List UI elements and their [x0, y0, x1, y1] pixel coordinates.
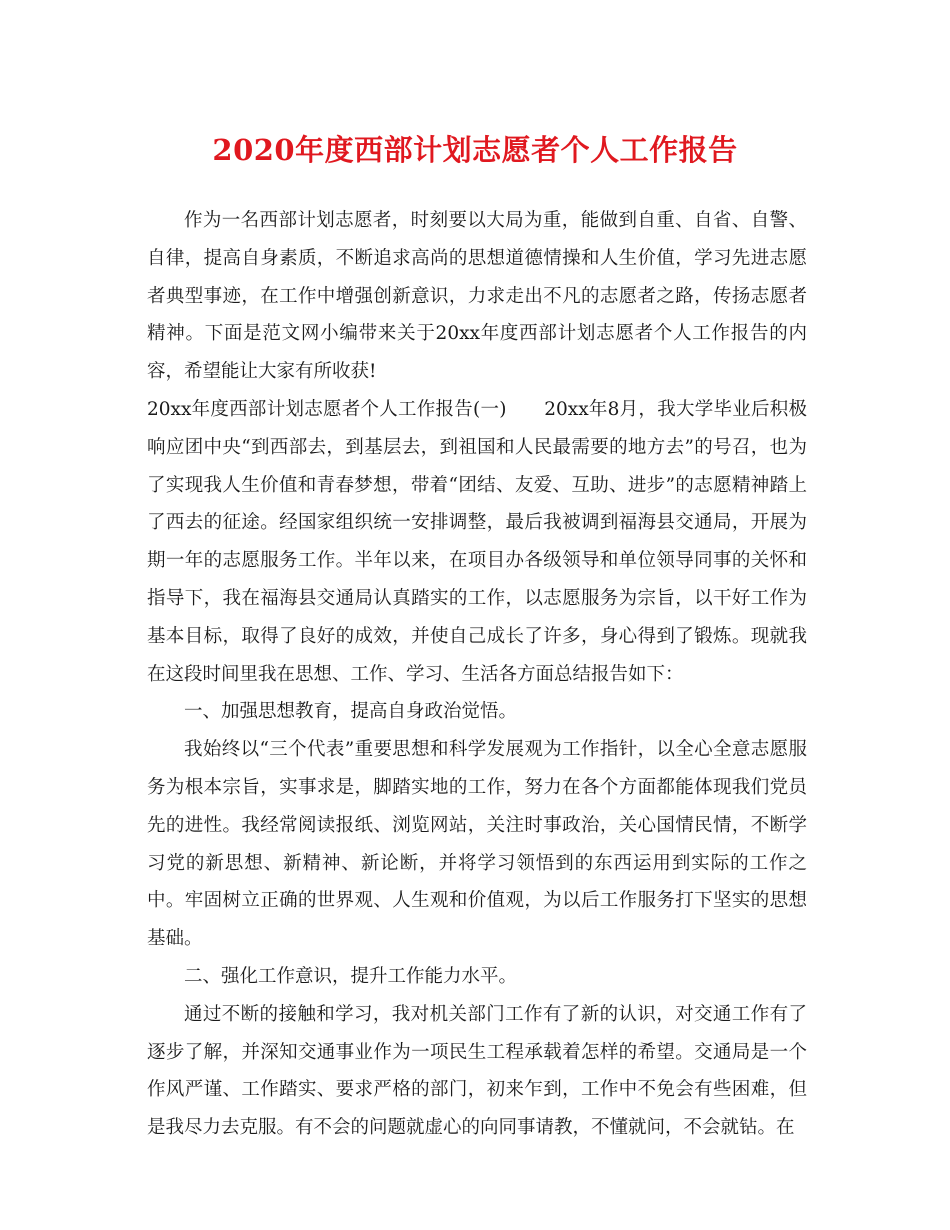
section-heading-one: 一、加强思想教育，提高自身政治觉悟。 — [184, 701, 518, 723]
paragraph-section-one: 我始终以“三个代表”重要思想和科学发展观为工作指针，以全心全意志愿服务为根本宗旨，实事求是，脚踏实地的工作，努力在各个方面都能体现我们党员先的进性。我经常阅读报纸、浏览网站，关注时事政治，关心国情民情，不断学习党的新思想、新精神、新论断，并将学习领悟到的东西运用到实际的工作之中。牢固树立正确的世界观、人生观和价值观，为以后工作服务打下坚实的思想基础。 — [147, 739, 807, 950]
paragraph-intro: 作为一名西部计划志愿者，时刻要以大局为重，能做到自重、自省、自警、自律，提高自身素质，不断追求高尚的思想道德情操和人生价值，学习先进志愿者典型事迹，在工作中增强创新意识，力求走出不凡的志愿者之路，传扬志愿者精神。下面是范文网小编带来关于20xx年度西部计划志愿者个人工作报告的内容，希望能让大家有所收获! — [147, 210, 807, 383]
document-body — [147, 202, 807, 1147]
section-heading-two: 二、强化工作意识，提升工作能力水平。 — [184, 965, 518, 987]
paragraph-section-two: 通过不断的接触和学习，我对机关部门工作有了新的认识，对交通工作有了逐步了解，并深知交通事业作为一项民生工程承载着怎样的希望。交通局是一个作风严谨、工作踏实、要求严格的部门，初来乍到，工作中不免会有些困难，但是我尽力去克服。有不会的问题就虚心的向同事请教，不懂就问，不会就钻。在 — [147, 1003, 807, 1139]
document-title: 2020年度西部计划志愿者个人工作报告 — [212, 133, 738, 167]
paragraph-report-one: 20xx年度西部计划志愿者个人工作报告(一) 20xx年8月，我大学毕业后积极响应团中央“到西部去，到基层去，到祖国和人民最需要的地方去”的号召，也为了实现我人生价值和青春梦想，带着“团结、友爱、互助、进步”的志愿精神踏上了西去的征途。经国家组织统一安排调整，最后我被调到福海县交通局，开展为期一年的志愿服务工作。半年以来，在项目办各级领导和单位领导同事的关怀和指导下，我在福海县交通局认真踏实的工作，以志愿服务为宗旨，以干好工作为基本目标，取得了良好的成效，并使自己成长了许多，身心得到了锻炼。现就我在这段时间里我在思想、工作、学习、生活各方面总结报告如下： — [147, 398, 807, 685]
